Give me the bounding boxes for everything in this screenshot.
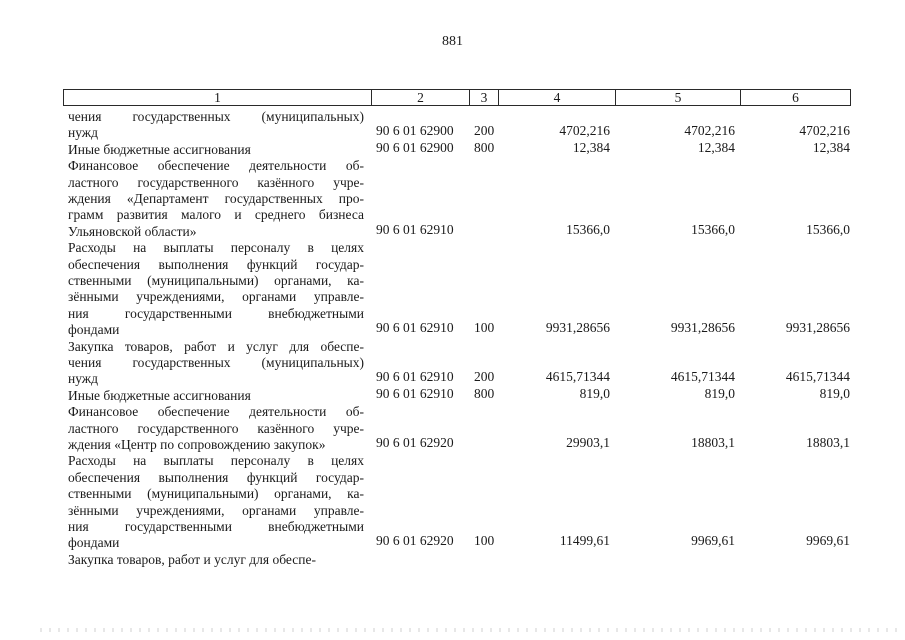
value-col-6: 18803,1: [806, 434, 850, 450]
page-number: 881: [442, 34, 463, 49]
expense-type: 100: [474, 320, 495, 336]
description-line: зёнными учреждениями, органами управле-: [68, 289, 364, 305]
description-line: ния государственными внебюджетными: [68, 518, 364, 534]
budget-code: 90 6 01 62920: [376, 434, 454, 450]
row-description: [68, 339, 364, 388]
description-line: ластного государственного казённого учре-: [68, 174, 364, 190]
description-line: обеспечения выполнения функций государ-: [68, 469, 364, 485]
column-header-1: 1: [64, 90, 372, 106]
description-line: фондами: [68, 322, 120, 338]
value-col-5: 4615,71344: [670, 369, 735, 385]
value-col-4: 11499,61: [559, 533, 610, 549]
value-col-4: 819,0: [579, 385, 610, 401]
description-line: чения государственных (муниципальных): [68, 354, 364, 370]
description-line: Иные бюджетные ассигнования: [68, 387, 251, 403]
row-description: [68, 240, 364, 338]
value-col-4: 4615,71344: [545, 369, 610, 385]
value-col-5: 15366,0: [691, 221, 735, 237]
description-line: Финансовое обеспечение деятельности об-: [68, 404, 364, 420]
expense-type: 200: [474, 369, 495, 385]
column-header-2: 2: [372, 90, 470, 106]
description-line: ственными (муниципальными) органами, ка-: [68, 486, 364, 502]
column-header-4: 4: [499, 90, 616, 106]
table-row: [0, 552, 905, 568]
value-col-5: 9931,28656: [670, 320, 735, 336]
value-col-4: 12,384: [572, 139, 610, 155]
budget-code: 90 6 01 62910: [376, 320, 454, 336]
description-line: грамм развития малого и среднего бизнеса: [68, 207, 364, 223]
expense-type: 800: [474, 139, 495, 155]
column-header-5: 5: [616, 90, 741, 106]
table-row: [0, 139, 905, 158]
description-line: нужд: [68, 125, 98, 141]
description-line: Расходы на выплаты персоналу в целях: [68, 453, 364, 469]
budget-code: 90 6 01 62920: [376, 533, 454, 549]
value-col-6: 4702,216: [799, 123, 850, 139]
value-col-5: 819,0: [704, 385, 735, 401]
value-col-6: 4615,71344: [785, 369, 850, 385]
value-col-4: 15366,0: [566, 221, 610, 237]
value-col-5: 12,384: [697, 139, 735, 155]
expense-type: 100: [474, 533, 495, 549]
description-line: ждения «Центр по сопровождению закупок»: [68, 436, 326, 452]
row-description: [68, 158, 364, 240]
value-col-4: 29903,1: [566, 434, 610, 450]
row-description: [68, 552, 364, 568]
row-description: [68, 388, 364, 404]
expense-type: 800: [474, 385, 495, 401]
table-row: [0, 404, 905, 453]
row-description: [68, 404, 364, 453]
description-line: зёнными учреждениями, органами управле-: [68, 502, 364, 518]
value-col-6: 819,0: [819, 385, 850, 401]
row-description: [68, 453, 364, 551]
row-description: [68, 142, 364, 158]
value-col-6: 9931,28656: [785, 320, 850, 336]
description-line: ственными (муниципальными) органами, ка-: [68, 272, 364, 288]
budget-code: 90 6 01 62910: [376, 221, 454, 237]
table-row: [0, 339, 905, 388]
column-header-row: [63, 89, 851, 106]
description-line: Расходы на выплаты персоналу в целях: [68, 240, 364, 256]
table-row: [0, 240, 905, 338]
value-col-5: 18803,1: [691, 434, 735, 450]
value-col-4: 9931,28656: [545, 320, 610, 336]
value-col-6: 15366,0: [806, 221, 850, 237]
description-line: ния государственными внебюджетными: [68, 305, 364, 321]
budget-code: 90 6 01 62910: [376, 369, 454, 385]
expense-type: 200: [474, 123, 495, 139]
description-line: ждения «Департамент государственных про-: [68, 190, 364, 206]
description-line: Иные бюджетные ассигнования: [68, 141, 251, 157]
description-line: Закупка товаров, работ и услуг для обеспе-: [68, 551, 316, 567]
scan-artifact: [40, 628, 900, 632]
description-line: фондами: [68, 535, 120, 551]
value-col-6: 12,384: [812, 139, 850, 155]
description-line: ластного государственного казённого учре-: [68, 420, 364, 436]
column-header-3: 3: [470, 90, 499, 106]
budget-code: 90 6 01 62910: [376, 385, 454, 401]
table-row: [0, 109, 905, 142]
row-description: [68, 109, 364, 142]
description-line: Закупка товаров, работ и услуг для обеспе-: [68, 338, 364, 354]
description-line: Финансовое обеспечение деятельности об-: [68, 158, 364, 174]
budget-code: 90 6 01 62900: [376, 139, 454, 155]
description-line: Ульяновской области»: [68, 223, 197, 239]
value-col-5: 9969,61: [691, 533, 735, 549]
value-col-5: 4702,216: [684, 123, 735, 139]
table-row: [0, 158, 905, 240]
table-row: [0, 453, 905, 551]
column-header-6: 6: [741, 90, 851, 106]
value-col-4: 4702,216: [559, 123, 610, 139]
description-line: нужд: [68, 371, 98, 387]
description-line: обеспечения выполнения функций государ-: [68, 256, 364, 272]
value-col-6: 9969,61: [806, 533, 850, 549]
budget-code: 90 6 01 62900: [376, 123, 454, 139]
description-line: чения государственных (муниципальных): [68, 109, 364, 124]
table-row: [0, 385, 905, 404]
